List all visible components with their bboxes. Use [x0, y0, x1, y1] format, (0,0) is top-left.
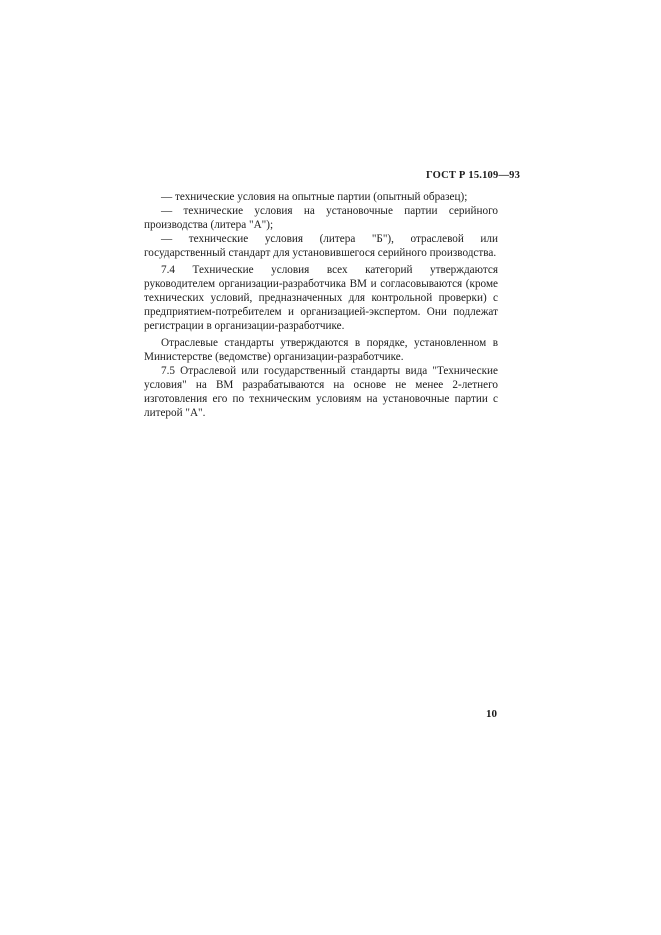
- page-number: 10: [486, 708, 497, 720]
- list-item-pilot-batch: — технические условия на опытные партии (опытный образец);: [161, 191, 468, 203]
- paragraph-industry-standards: Отраслевые стандарты утверждаются в порядке, установленном в Министерстве (ведомстве) организации-разработчике.: [144, 337, 498, 363]
- clause-7-4: 7.4 Технические условия всех категорий утверждаются руководителем организации-разработчика ВМ и согласовываются (кроме технических условий, предназначенных для контрольной проверки) с предприятием-потребителем и организацией-экспертом. Они подлежат регистрации в организации-разработчике.: [144, 264, 498, 332]
- list-item-installation-batch: — технические условия на установочные партии серийного производства (литера "А");: [144, 205, 498, 231]
- document-body: [144, 190, 498, 420]
- list-item-serial-production: — технические условия (литера "Б"), отраслевой или государственный стандарт для установившегося серийного производства.: [144, 233, 498, 259]
- document-code-header: ГОСТ Р 15.109—93: [426, 170, 521, 181]
- clause-7-5: 7.5 Отраслевой или государственный стандарты вида "Технические условия" на ВМ разрабатываются на основе не менее 2-летнего изготовления его по техническим условиям на установочные партии с литерой "А".: [144, 365, 498, 419]
